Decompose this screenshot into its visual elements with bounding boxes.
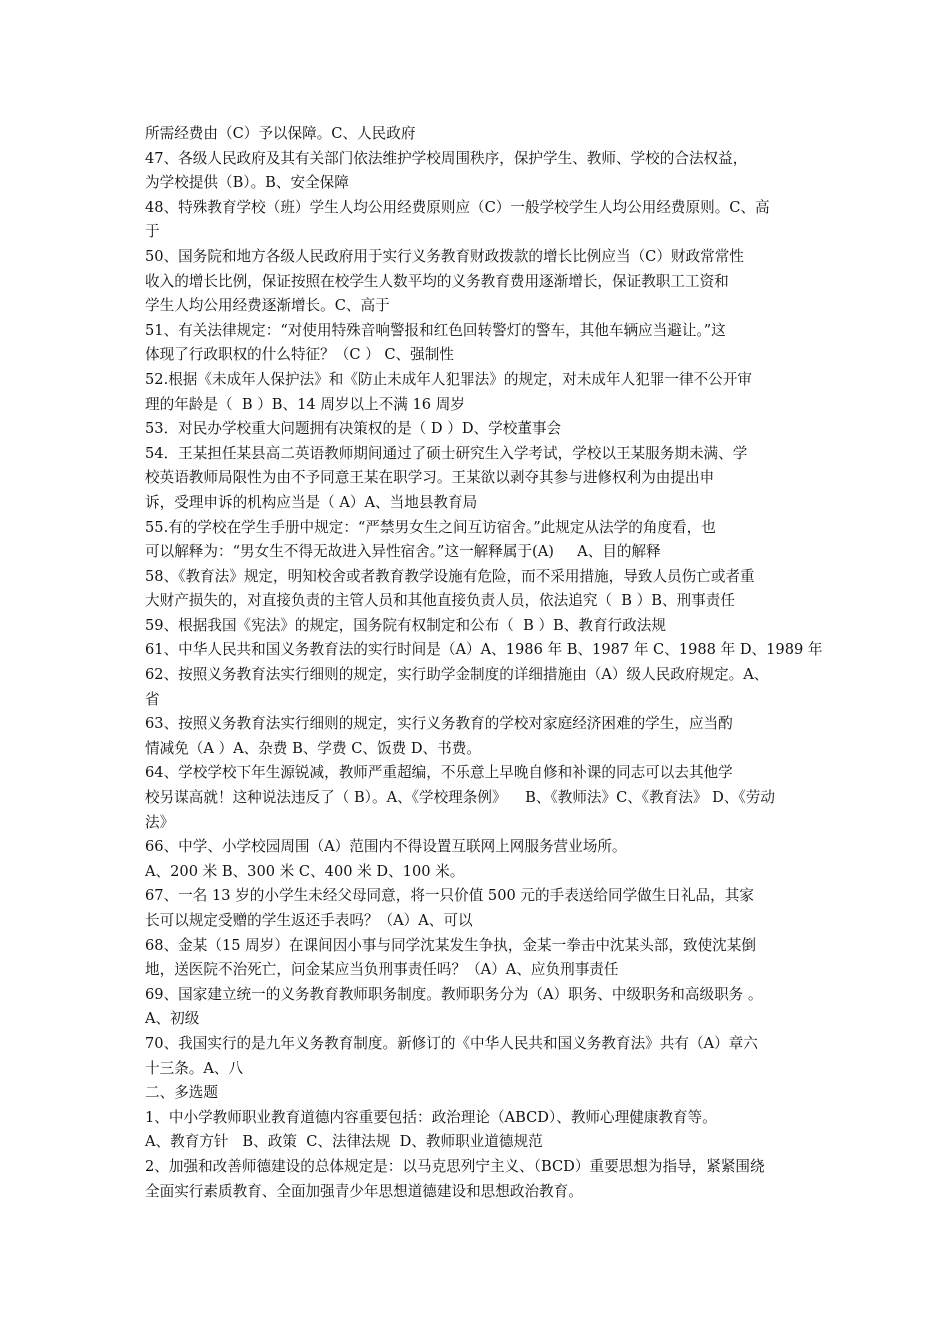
text-line: 所需经费由（C）予以保障。C、人民政府: [145, 125, 416, 142]
text-line: 47、各级人民政府及其有关部门依法维护学校周围秩序，保护学生、教师、学校的合法权益，: [145, 149, 748, 167]
text-line: 可以解释为：“男女生不得无故进入异性宿舍。”这一解释属于(A) A、目的解释: [145, 543, 661, 561]
text-line: 62、按照义务教育法实行细则的规定，实行助学金制度的详细措施由（A）级人民政府规定。A、: [145, 666, 769, 684]
text-line: 50、国务院和地方各级人民政府用于实行义务教育财政拨款的增长比例应当（C）财政常常性: [145, 247, 744, 265]
text-line: 体现了行政职权的什么特征？（C ） C、强制性: [145, 346, 454, 364]
text-line: A、200 米 B、300 米 C、400 米 D、100 米。: [145, 862, 465, 880]
text-line: 法》: [145, 813, 175, 831]
text-line: 58、《教育法》规定，明知校舍或者教育教学设施有危险，而不采用措施，导致人员伤亡或者重: [145, 567, 755, 585]
text-line: 68、金某（15 周岁）在课间因小事与同学沈某发生争执，金某一拳击中沈某头部，致使沈某倒: [145, 936, 756, 954]
text-line: 省: [145, 690, 160, 708]
text-line: 长可以规定受赠的学生返还手表吗？（A）A、可以: [145, 912, 473, 929]
text-line: 诉，受理申诉的机构应当是（ A）A、当地县教育局: [145, 493, 478, 511]
text-line: 54．王某担任某县高二英语教师期间通过了硕士研究生入学考试，学校以王某服务期未满、学: [145, 444, 748, 462]
text-line: 51、有关法律规定：“对使用特殊音响警报和红色回转警灯的警车，其他车辆应当避让。”这: [145, 321, 726, 339]
text-line: 52.根据《未成年人保护法》和《防止未成年人犯罪法》的规定，对未成年人犯罪一律不公开审: [145, 370, 752, 388]
text-line: 为学校提供（B）。B、安全保障: [145, 174, 349, 192]
text-line: 于: [145, 223, 160, 241]
text-line: 63、按照义务教育法实行细则的规定，实行义务教育的学校对家庭经济困难的学生，应当酌: [145, 715, 733, 733]
text-line: 情减免（A ）A、杂费 B、学费 C、饭费 D、书费。: [145, 739, 481, 757]
text-line: 55.有的学校在学生手册中规定：“严禁男女生之间互访宿舍。”此规定从法学的角度看，也: [145, 518, 716, 536]
text-line: 64、学校学校下年生源锐减，教师严重超编，不乐意上早晚自修和补课的同志可以去其他学: [145, 764, 733, 782]
text-line: 校英语教师局限性为由不予同意王某在职学习。王某欲以剥夺其参与进修权利为由提出申: [145, 469, 715, 487]
text-line: 全面实行素质教育、全面加强青少年思想道德建设和思想政治教育。: [145, 1182, 583, 1200]
text-line: 70、我国实行的是九年义务教育制度。新修订的《中华人民共和国义务教育法》共有（A）章六: [145, 1034, 758, 1052]
text-line: 大财产损失的，对直接负责的主管人员和其他直接负责人员，依法追究（ B ）B、刑事责任: [145, 592, 735, 610]
text-line: 学生人均公用经费逐渐增长。C、高于: [145, 297, 390, 315]
text-line: 53．对民办学校重大问题拥有决策权的是（ D ）D、学校董事会: [145, 420, 562, 438]
text-line: 1、中小学教师职业教育道德内容重要包括：政治理论（ABCD）、教师心理健康教育等。: [145, 1108, 717, 1126]
text-line: 收入的增长比例，保证按照在校学生人数平均的义务教育费用逐渐增长，保证教职工工资和: [145, 272, 729, 290]
text-line: 十三条。A、八: [145, 1059, 244, 1077]
text-line: 67、一名 13 岁的小学生未经父母同意，将一只价值 500 元的手表送给同学做生日礼品，其家: [145, 887, 754, 905]
text-line: 61、中华人民共和国义务教育法的实行时间是（A）A、1986 年 B、1987 年 C、1988 年 D、1989 年: [145, 641, 823, 659]
text-line: 48、特殊教育学校（班）学生人均公用经费原则应（C）一般学校学生人均公用经费原则。C、高: [145, 198, 770, 216]
text-line: 66、中学、小学校园周围（A）范围内不得设置互联网上网服务营业场所。: [145, 838, 627, 856]
text-line: 校另谋高就！这种说法违反了（ B）。A、《学校理条例》 B、《教师法》C、《教育法》 D、《劳动: [145, 789, 775, 807]
text-line: 59、根据我国《宪法》的规定，国务院有权制定和公布（ B ）B、教育行政法规: [145, 616, 666, 634]
document-body: [145, 122, 823, 1204]
text-line: 2、加强和改善师德建设的总体规定是：以马克思列宁主义、（BCD）重要思想为指导，紧紧围绕: [145, 1157, 765, 1175]
text-line: 理的年龄是（ B ）B、14 周岁以上不满 16 周岁: [145, 395, 465, 413]
text-line: A、初级: [145, 1010, 200, 1028]
text-line: A、教育方针 B、政策 C、法律法规 D、教师职业道德规范: [145, 1133, 543, 1151]
text-line: 地，送医院不治死亡，问金某应当负刑事责任吗？（A）A、应负刑事责任: [145, 961, 619, 979]
text-line: 二、多选题: [145, 1084, 218, 1102]
text-line: 69、国家建立统一的义务教育教师职务制度。教师职务分为（A）职务、中级职务和高级职务 。: [145, 985, 763, 1003]
